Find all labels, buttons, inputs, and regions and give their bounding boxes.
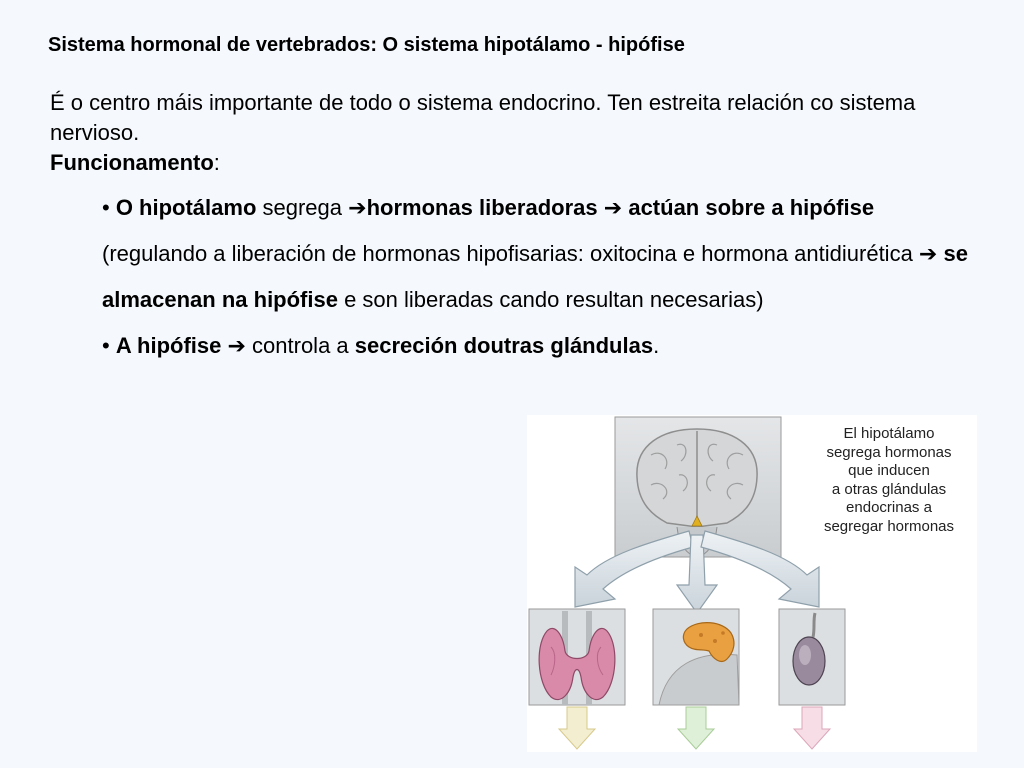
arrow-icon: ➔ [603,195,623,220]
arrow-icon: ➔ [227,333,246,358]
bullet-dot: • [102,333,116,358]
connection-arrows [575,531,819,613]
bullet1-text-a: segrega [256,195,349,220]
funcionamento-heading [50,148,220,178]
other-glands-secretion-term: secreción doutras glándulas [354,333,654,358]
arrow-icon: ➔ [918,241,938,266]
bullet2-period: . [653,333,660,358]
caption-line: endocrinas a [846,499,932,516]
pituitary-term: A hipófise [115,333,222,358]
caption-line: a otras glándulas [831,480,947,498]
arrow-icon: ➔ [348,195,367,220]
caption-line: segregar hormonas [823,517,955,535]
bullet-dot: • [102,195,116,220]
slide-title: Sistema hormonal de vertebrados: O sistema hipotálamo - hipófise [48,34,685,56]
hypothalamus-term: O hipotálamo [115,195,257,220]
act-on-pituitary-term: actúan sobre a hipófise [628,195,875,220]
bullet-hypothalamus [102,185,972,323]
caption-line: segrega hormonas [826,443,952,461]
funcionamento-label: Funcionamento [50,150,214,175]
hypothalamus-figure [527,415,977,752]
bullet2-text-a: controla a [245,333,355,358]
thyroid-output-arrow [559,707,595,749]
stored-in-pituitary-term: se almacenan na hipófise [102,241,968,312]
caption-line: El hipotálamo [843,425,935,442]
liberating-hormones-term: hormonas liberadoras [366,195,598,220]
funcionamento-colon: : [213,150,220,175]
bullet1-text-c: e son liberadas cando resultan necesarias) [337,287,764,312]
intro-paragraph: É o centro máis importante de todo o sistema endocrino. Ten estreita relación co sistema nervioso. [50,90,916,145]
bullet-pituitary [102,323,972,369]
caption-line: que inducen [848,462,930,479]
bullet-list [102,185,972,369]
gonad-output-arrow [794,707,830,749]
bullet1-text-b: (regulando a liberación de hormonas hipofisarias: oxitocina e hormona antidiurética [102,241,919,266]
figure-caption [809,425,969,536]
pituitary-output-arrow [678,707,714,749]
